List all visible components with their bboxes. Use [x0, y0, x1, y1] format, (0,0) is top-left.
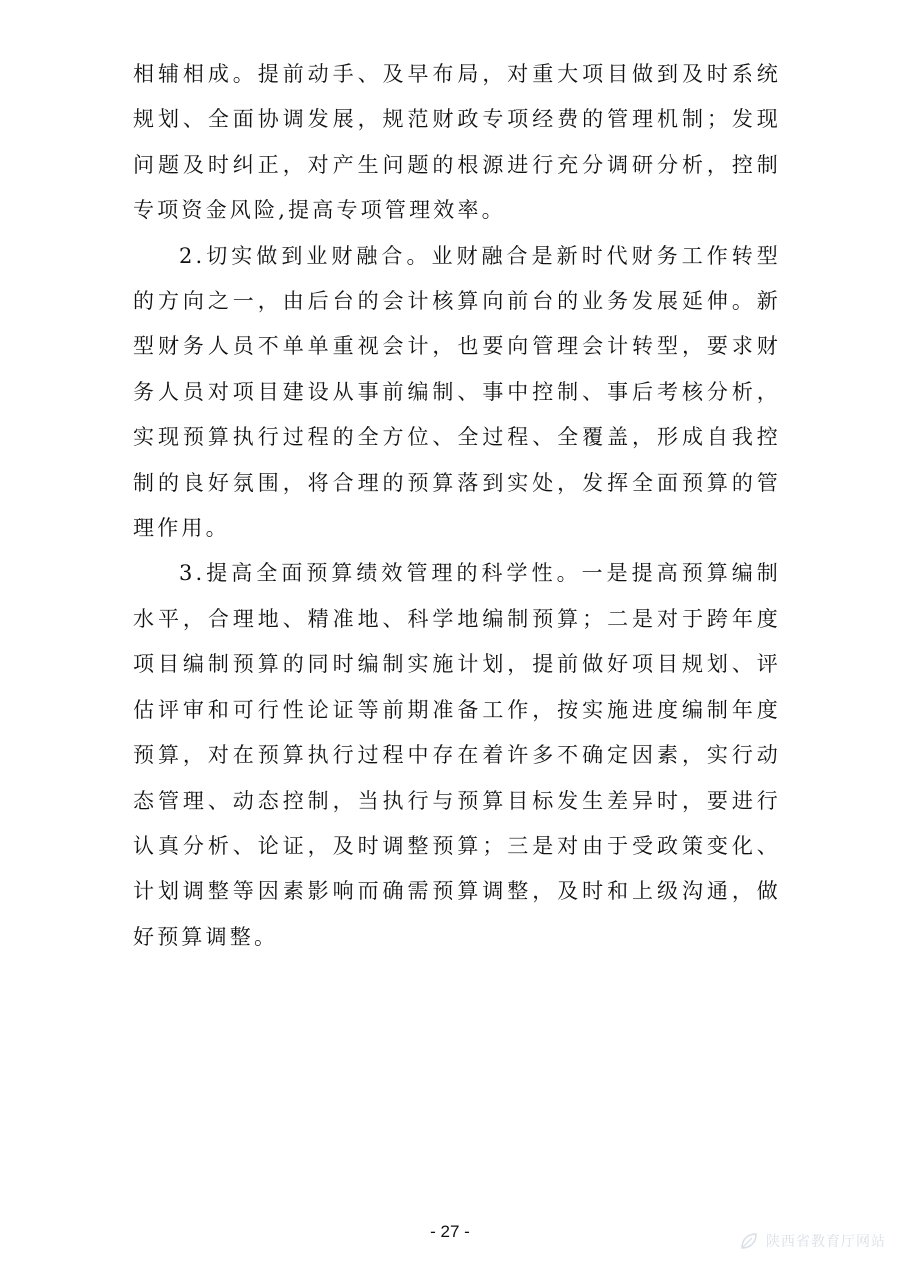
- paragraph-3: 3.提高全面预算绩效管理的科学性。一是提高预算编制水平，合理地、精准地、科学地编制预算；二是对于跨年度项目编制预算的同时编制实施计划，提前做好项目规划、评估评审和可行性论证等前期准备工作，按实施进度编制年度预算，对在预算执行过程中存在着许多不确定因素，实行动态管理、动态控制，当执行与预算目标发生差异时，要进行认真分析、论证，及时调整预算；三是对由于受政策变化、计划调整等因素影响而确需预算调整，及时和上级沟通，做好预算调整。: [133, 561, 781, 949]
- site-watermark: [738, 1226, 898, 1256]
- paragraph-1: 相辅相成。提前动手、及早布局，对重大项目做到及时系统规划、全面协调发展，规范财政专项经费的管理机制；发现问题及时纠正，对产生问题的根源进行充分调研分析，控制专项资金风险,提高专项管理效率。: [133, 62, 781, 223]
- watermark-text: 陕西省教育厅网站: [766, 1234, 886, 1250]
- leaf-logo-icon: [738, 1230, 760, 1252]
- page-number: - 27 -: [430, 1222, 470, 1241]
- document-body: [133, 52, 781, 960]
- paragraph-2: 2.切实做到业财融合。业财融合是新时代财务工作转型的方向之一，由后台的会计核算向前台的业务发展延伸。新型财务人员不单单重视会计，也要向管理会计转型，要求财务人员对项目建设从事前编制、事中控制、事后考核分析，实现预算执行过程的全方位、全过程、全覆盖，形成自我控制的良好氛围，将合理的预算落到实处，发挥全面预算的管理作用。: [133, 243, 781, 541]
